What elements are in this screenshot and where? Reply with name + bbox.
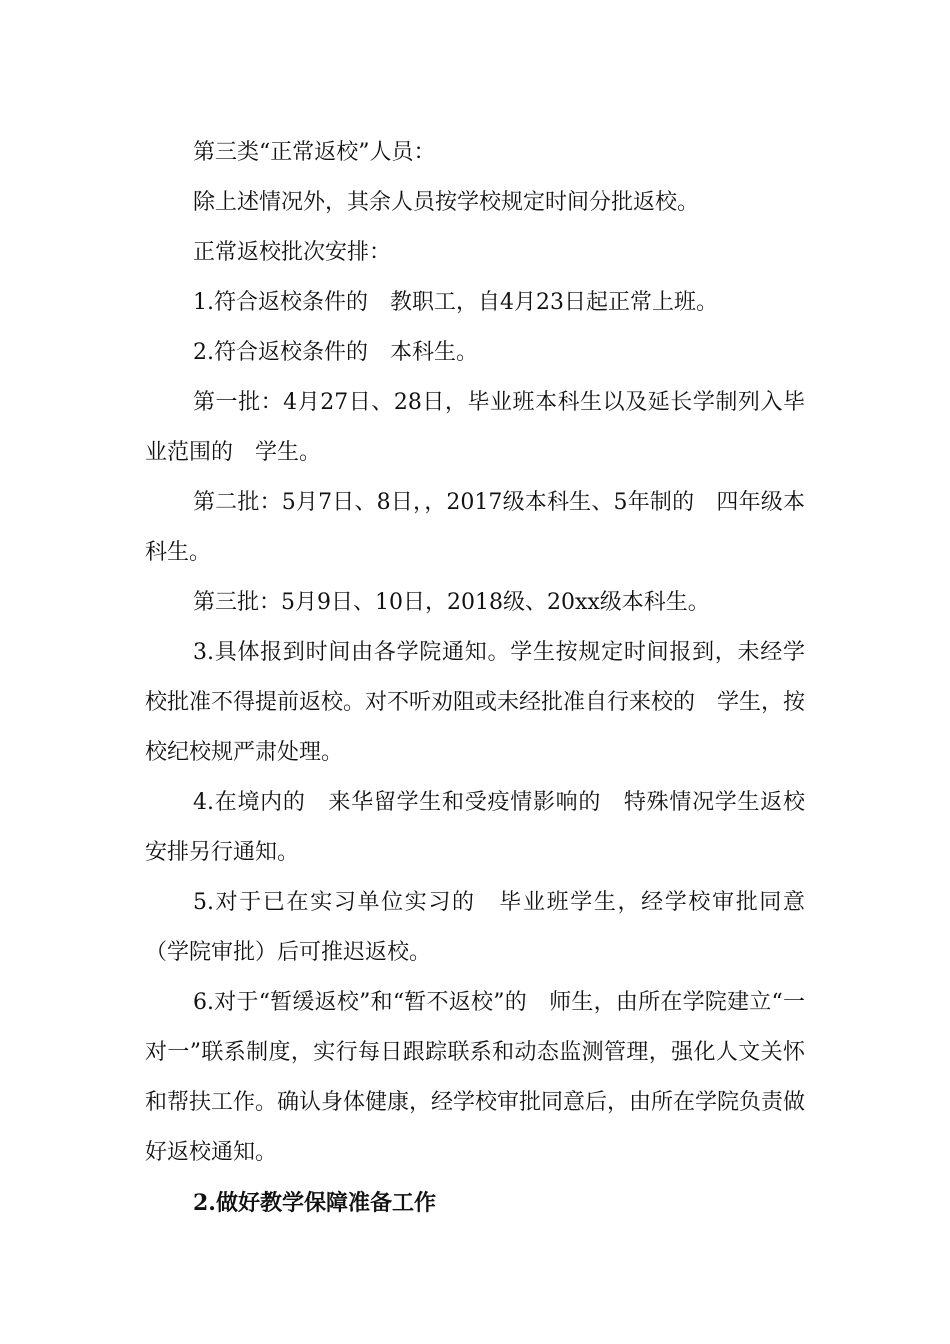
paragraph-item-3: 3.具体报到时间由各学院通知。学生按规定时间报到，未经学校批准不得提前返校。对不听劝阻或未经批准自行来校的 学生，按校纪校规严肃处理。 bbox=[145, 640, 806, 765]
paragraph-batch-2: 第二批：5月7日、8日，，2017级本科生、5年制的 四年级本科生。 bbox=[145, 490, 805, 565]
paragraph-item-5: 5.对于已在实习单位实习的 毕业班学生，经学校审批同意（学院审批）后可推迟返校。 bbox=[145, 890, 805, 965]
paragraph-item-6: 6.对于“暂缓返校”和“暂不返校”的 师生，由所在学院建立“一对一”联系制度，实行每日跟踪联系和动态监测管理，强化人文关怀和帮扶工作。确认身体健康，经学校审批同意后，由所在学院负责做好返校通知。 bbox=[145, 990, 806, 1165]
paragraph-batch-1: 第一批：4月27日、28日，毕业班本科生以及延长学制列入毕业范围的 学生。 bbox=[145, 390, 805, 465]
paragraph-item-2: 2.符合返校条件的 本科生。 bbox=[193, 340, 478, 365]
paragraph-batch-arrangement: 正常返校批次安排： bbox=[193, 240, 392, 265]
section-heading: 2.做好教学保障准备工作 bbox=[193, 1190, 436, 1216]
paragraph-category-three: 第三类“正常返校”人员： bbox=[193, 140, 436, 165]
paragraph-item-4: 4.在境内的 来华留学生和受疫情影响的 特殊情况学生返校安排另行通知。 bbox=[145, 790, 805, 865]
paragraph-batch-3: 第三批：5月9日、10日，2018级、20xx级本科生。 bbox=[193, 590, 710, 615]
paragraph-item-1: 1.符合返校条件的 教职工，自4月23日起正常上班。 bbox=[193, 290, 718, 315]
paragraph-other-staff: 除上述情况外，其余人员按学校规定时间分批返校。 bbox=[193, 190, 700, 215]
document-body bbox=[145, 128, 805, 1228]
